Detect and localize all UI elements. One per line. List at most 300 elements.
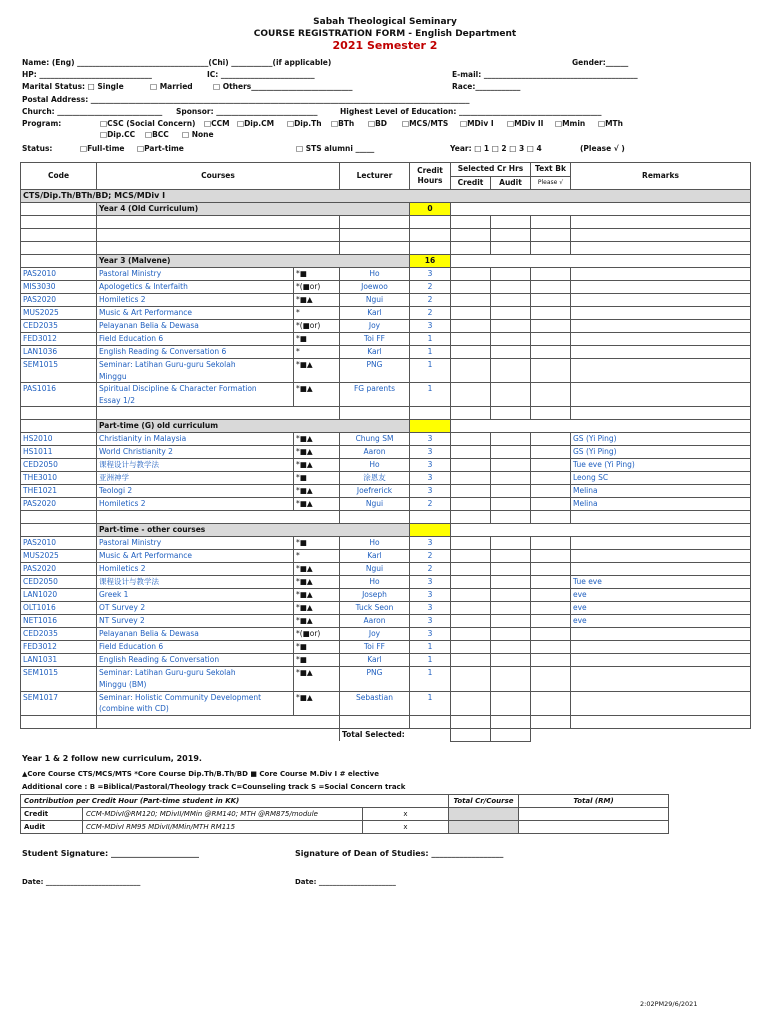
course-name-line1: Music & Art Performance — [99, 308, 193, 317]
course-row — [21, 383, 751, 407]
course-name — [97, 459, 294, 472]
textbook-tick-cell[interactable] — [531, 294, 571, 307]
audit-select-cell[interactable] — [491, 602, 531, 615]
marital-married-checkbox[interactable]: □ Married — [150, 82, 193, 91]
credit-select-cell[interactable] — [451, 498, 491, 511]
audit-select-cell[interactable] — [491, 654, 531, 667]
remarks — [571, 654, 751, 667]
textbook-tick-cell[interactable] — [531, 667, 571, 691]
additional-core-note: Additional core : B =Biblical/Pastoral/Theology track C=Counseling track S =Social Concern track — [22, 783, 406, 791]
textbook-tick-cell[interactable] — [531, 485, 571, 498]
program-dipth-checkbox[interactable]: □Dip.Th — [287, 119, 322, 128]
fee-audit-row — [21, 821, 669, 834]
marital-others-checkbox[interactable]: □ Others___________________________ — [213, 82, 353, 91]
core-mark: *■ — [294, 472, 340, 485]
course-name — [97, 654, 294, 667]
fee-title: Contribution per Credit Hour (Part-time student in KK) — [21, 795, 449, 808]
audit-select-cell[interactable] — [491, 472, 531, 485]
audit-select-cell[interactable] — [491, 446, 531, 459]
selected-header: Selected Cr Hrs — [451, 163, 531, 177]
lecturer: Ho — [340, 537, 410, 550]
core-mark: * — [294, 307, 340, 320]
total-selected-label: Total Selected: — [340, 728, 451, 741]
course-row — [21, 602, 751, 615]
course-name — [97, 333, 294, 346]
credit-hours: 2 — [410, 563, 451, 576]
audit-select-cell[interactable] — [491, 485, 531, 498]
textbook-tick-cell[interactable] — [531, 281, 571, 294]
credit-select-cell[interactable] — [451, 294, 491, 307]
credit-hours: 3 — [410, 268, 451, 281]
course-name — [97, 359, 294, 383]
course-code: PAS1016 — [21, 383, 97, 407]
program-mmin-checkbox[interactable]: □Mmin — [555, 119, 586, 128]
course-row — [21, 589, 751, 602]
audit-select-cell[interactable] — [491, 563, 531, 576]
course-name-line1: Greek 1 — [99, 590, 129, 600]
course-row — [21, 307, 751, 320]
program-ccm-checkbox[interactable]: □CCM — [204, 119, 230, 128]
core-mark: *■▲ — [294, 667, 340, 691]
race-field[interactable]: Race:____________ — [452, 82, 521, 91]
lecturer: Toi FF — [340, 641, 410, 654]
total-audit-cell[interactable] — [491, 728, 531, 741]
credit-select-cell[interactable] — [451, 472, 491, 485]
course-code: THE3010 — [21, 472, 97, 485]
lecturer: Karl — [340, 307, 410, 320]
course-name — [97, 307, 294, 320]
credit-select-cell[interactable] — [451, 589, 491, 602]
core-mark: *■ — [294, 641, 340, 654]
credit-select-cell[interactable] — [451, 628, 491, 641]
program-bth-checkbox[interactable]: □BTh — [331, 119, 355, 128]
core-mark: * — [294, 550, 340, 563]
credit-select-cell[interactable] — [451, 359, 491, 383]
education-field[interactable]: Highest Level of Education: ______________________________________ — [340, 107, 602, 116]
course-name-line1: Homiletics 2 — [99, 499, 146, 509]
lecturer: Ngui — [340, 498, 410, 511]
course-code: MUS2025 — [21, 307, 97, 320]
audit-select-cell[interactable] — [491, 459, 531, 472]
sponsor-field[interactable]: Sponsor: ___________________________ — [176, 107, 318, 116]
textbook-tick-cell[interactable] — [531, 320, 571, 333]
program-title: CTS/Dip.Th/BTh/BD; MCS/MDiv I — [21, 190, 751, 203]
remarks — [571, 268, 751, 281]
textbook-tick-cell[interactable] — [531, 537, 571, 550]
credit-select-cell[interactable] — [451, 615, 491, 628]
status-label: Status: — [22, 144, 53, 153]
please-tick-note: (Please √ ) — [580, 144, 625, 153]
audit-select-cell[interactable] — [491, 691, 531, 715]
course-row — [21, 563, 751, 576]
church-field[interactable]: Church: ____________________________ — [22, 107, 163, 116]
audit-select-cell[interactable] — [491, 628, 531, 641]
course-name-line1: Pelayanan Belia & Dewasa — [99, 321, 199, 330]
remarks: Melina — [571, 485, 751, 498]
course-name — [97, 383, 294, 407]
parttime-other-row-label: Part-time - other courses — [97, 524, 410, 537]
ic-field[interactable]: IC: _________________________ — [207, 70, 315, 79]
textbook-tick-cell[interactable] — [531, 446, 571, 459]
remarks: Leong SC — [571, 472, 751, 485]
lecturer: Ho — [340, 459, 410, 472]
course-name — [97, 563, 294, 576]
hp-field[interactable]: HP: ______________________________ — [22, 70, 152, 79]
address-field[interactable]: Postal Address: _____________________________________________________________________________________________________ — [22, 95, 470, 104]
course-name — [97, 691, 294, 715]
program-mcs-checkbox[interactable]: □MCS/MTS — [402, 119, 449, 128]
audit-select-cell[interactable] — [491, 294, 531, 307]
course-row — [21, 433, 751, 446]
alumni-checkbox[interactable]: □ STS alumni _____ — [296, 144, 375, 153]
remarks — [571, 628, 751, 641]
core-mark: *■▲ — [294, 615, 340, 628]
credit-hours: 1 — [410, 383, 451, 407]
dean-date-field[interactable]: Date: ______________________ — [295, 878, 396, 886]
lecturer: Karl — [340, 550, 410, 563]
program-none-checkbox[interactable]: □ None — [182, 130, 214, 139]
textbook-tick-cell[interactable] — [531, 472, 571, 485]
course-name-line1: Music & Art Performance — [99, 551, 193, 561]
course-name-line2: (combine with CD) — [99, 704, 169, 714]
course-name-line1: Homiletics 2 — [99, 564, 146, 574]
fee-audit-total-cr[interactable] — [449, 821, 519, 834]
lecturer: Karl — [340, 654, 410, 667]
lecturer: Ngui — [340, 563, 410, 576]
fee-audit-text: CCM-MDivI RM95 MDivII/MMin/MTH RM115 — [83, 821, 363, 834]
textbook-tick-cell[interactable] — [531, 307, 571, 320]
course-name-line1: Seminar: Latihan Guru-guru Sekolah — [99, 360, 236, 369]
year3-total: 16 — [410, 255, 451, 268]
credit-hours: 3 — [410, 320, 451, 333]
course-row — [21, 537, 751, 550]
course-name-line1: Field Education 6 — [99, 334, 164, 343]
email-field[interactable]: E-mail: _________________________________________ — [452, 70, 638, 79]
course-code: OLT1016 — [21, 602, 97, 615]
dean-signature-field[interactable]: Signature of Dean of Studies: __________________ — [295, 849, 504, 858]
fee-credit-total-rm[interactable] — [519, 808, 669, 821]
textbook-tick-cell[interactable] — [531, 691, 571, 715]
course-row — [21, 294, 751, 307]
textbook-tick-cell[interactable] — [531, 346, 571, 359]
fee-credit-label: Credit — [21, 808, 83, 821]
textbook-tick-cell[interactable] — [531, 628, 571, 641]
remarks — [571, 667, 751, 691]
curriculum-note: Year 1 & 2 follow new curriculum, 2019. — [22, 754, 202, 763]
credit-hours: 1 — [410, 359, 451, 383]
credit-hours: 3 — [410, 589, 451, 602]
course-code: PAS2020 — [21, 294, 97, 307]
core-mark: *■▲ — [294, 691, 340, 715]
program-mdiv1-checkbox[interactable]: □MDiv I — [460, 119, 494, 128]
course-row — [21, 641, 751, 654]
course-name — [97, 498, 294, 511]
lecturer: Joseph — [340, 589, 410, 602]
credit-select-cell[interactable] — [451, 602, 491, 615]
credit-select-cell[interactable] — [451, 563, 491, 576]
parttime-g-row-label: Part-time (G) old curriculum — [97, 420, 410, 433]
remarks — [571, 550, 751, 563]
audit-select-cell[interactable] — [491, 641, 531, 654]
credit-select-cell[interactable] — [451, 333, 491, 346]
course-name-line1: Seminar: Holistic Community Development — [99, 692, 262, 702]
lecturer: Tuck Seon — [340, 602, 410, 615]
credit-hours: 3 — [410, 433, 451, 446]
textbook-tick-cell[interactable] — [531, 576, 571, 589]
credit-hours: 3 — [410, 446, 451, 459]
credit-hours: 1 — [410, 641, 451, 654]
program-bcc-checkbox[interactable]: □BCC — [145, 130, 169, 139]
credit-select-cell[interactable] — [451, 383, 491, 407]
textbook-tick-cell[interactable] — [531, 268, 571, 281]
remarks — [571, 359, 751, 383]
form-title: COURSE REGISTRATION FORM - English Department — [253, 29, 517, 39]
textbook-tick-cell[interactable] — [531, 602, 571, 615]
course-code: SEM1017 — [21, 691, 97, 715]
course-name-line1: Apologetics & Interfaith — [99, 282, 188, 291]
course-name — [97, 537, 294, 550]
fee-credit-total-cr[interactable] — [449, 808, 519, 821]
credit-select-cell[interactable] — [451, 691, 491, 715]
credit-hours: 2 — [410, 550, 451, 563]
remarks: Tue eve (Yi Ping) — [571, 459, 751, 472]
year4-total: 0 — [410, 203, 451, 216]
core-mark: *(■or) — [294, 281, 340, 294]
credit-select-cell[interactable] — [451, 550, 491, 563]
audit-select-cell[interactable] — [491, 537, 531, 550]
year4-label: Year 4 (Old Curriculum) — [97, 203, 410, 216]
course-code: NET1016 — [21, 615, 97, 628]
audit-select-cell[interactable] — [491, 576, 531, 589]
textbook-tick-cell[interactable] — [531, 359, 571, 383]
parttime-g-row — [21, 420, 751, 433]
core-mark: *■▲ — [294, 433, 340, 446]
audit-select-cell[interactable] — [491, 359, 531, 383]
core-mark: *■▲ — [294, 446, 340, 459]
course-code: PAS2010 — [21, 537, 97, 550]
fee-credit-row — [21, 808, 669, 821]
student-signature-field[interactable]: Student Signature: ______________________ — [22, 849, 199, 858]
course-name — [97, 294, 294, 307]
textbook-tick-cell[interactable] — [531, 563, 571, 576]
credit-select-cell[interactable] — [451, 667, 491, 691]
core-mark: *■▲ — [294, 485, 340, 498]
course-name-line1: Seminar: Latihan Guru-guru Sekolah — [99, 668, 236, 678]
course-name-line1: 课程设计与教学法 — [99, 460, 159, 470]
course-code: CED2050 — [21, 459, 97, 472]
course-name — [97, 550, 294, 563]
course-row — [21, 615, 751, 628]
program-title-row — [21, 190, 751, 203]
credit-select-cell[interactable] — [451, 307, 491, 320]
textbook-tick-cell[interactable] — [531, 654, 571, 667]
program-mth-checkbox[interactable]: □MTh — [598, 119, 624, 128]
blank-row — [21, 242, 751, 255]
lecturer: Joy — [340, 628, 410, 641]
course-name — [97, 628, 294, 641]
year-checkboxes[interactable]: Year: □ 1 □ 2 □ 3 □ 4 — [450, 144, 542, 153]
course-name-line1: Christianity in Malaysia — [99, 434, 187, 444]
course-name — [97, 641, 294, 654]
audit-select-cell[interactable] — [491, 615, 531, 628]
credit-hours: 1 — [410, 691, 451, 715]
program-bd-checkbox[interactable]: □BD — [368, 119, 388, 128]
marital-single-checkbox[interactable]: Marital Status: □ Single — [22, 82, 124, 91]
form-header — [0, 16, 770, 52]
course-row — [21, 281, 751, 294]
core-mark: *■▲ — [294, 383, 340, 407]
textbook-tick-cell[interactable] — [531, 641, 571, 654]
course-name-line1: Homiletics 2 — [99, 295, 146, 304]
course-name — [97, 615, 294, 628]
year3-row — [21, 255, 751, 268]
audit-select-cell[interactable] — [491, 307, 531, 320]
course-code: CED2035 — [21, 628, 97, 641]
name-field[interactable]: Name: (Eng) ___________________________________(Chi) ___________(if applicable) — [22, 58, 332, 67]
course-name — [97, 589, 294, 602]
credit-select-cell[interactable] — [451, 654, 491, 667]
course-name — [97, 602, 294, 615]
year4-row — [21, 203, 751, 216]
credit-select-cell[interactable] — [451, 459, 491, 472]
course-code: PAS2010 — [21, 268, 97, 281]
status-fulltime-checkbox[interactable]: □Full-time — [80, 144, 125, 153]
course-row — [21, 691, 751, 715]
course-row — [21, 333, 751, 346]
audit-select-cell[interactable] — [491, 320, 531, 333]
credit-select-cell[interactable] — [451, 320, 491, 333]
core-mark: *■▲ — [294, 359, 340, 383]
textbook-tick-cell[interactable] — [531, 459, 571, 472]
course-name-line1: Teologi 2 — [99, 486, 133, 496]
credit-select-cell[interactable] — [451, 576, 491, 589]
fee-audit-total-rm[interactable] — [519, 821, 669, 834]
credit-select-cell[interactable] — [451, 485, 491, 498]
program-dipcc-checkbox[interactable]: □Dip.CC — [100, 130, 136, 139]
course-name — [97, 667, 294, 691]
fee-credit-text: CCM-MDivI@RM120; MDivII/MMin @RM140; MTH @RM875/module — [83, 808, 363, 821]
credit-hours: 3 — [410, 459, 451, 472]
total-credit-cell[interactable] — [451, 728, 491, 741]
core-mark: * — [294, 346, 340, 359]
credit-select-cell[interactable] — [451, 446, 491, 459]
credit-select-cell[interactable] — [451, 268, 491, 281]
credit-select-cell[interactable] — [451, 433, 491, 446]
credit-hours: 1 — [410, 654, 451, 667]
textbook-tick-cell[interactable] — [531, 333, 571, 346]
credit-hours: 1 — [410, 346, 451, 359]
lecturer: Sebastian — [340, 691, 410, 715]
remarks — [571, 320, 751, 333]
audit-select-cell[interactable] — [491, 383, 531, 407]
course-code: SEM1015 — [21, 667, 97, 691]
credit-hours: 2 — [410, 281, 451, 294]
year3-label: Year 3 (Malvene) — [97, 255, 410, 268]
course-name — [97, 576, 294, 589]
audit-select-cell[interactable] — [491, 268, 531, 281]
fee-table — [20, 794, 669, 834]
remarks — [571, 641, 751, 654]
textbook-tick-cell[interactable] — [531, 615, 571, 628]
status-parttime-checkbox[interactable]: □Part-time — [137, 144, 184, 153]
course-row — [21, 320, 751, 333]
credit-select-cell[interactable] — [451, 641, 491, 654]
textbook-tick-cell[interactable] — [531, 589, 571, 602]
program-mdiv2-checkbox[interactable]: □MDiv II — [507, 119, 544, 128]
credit-hours: 3 — [410, 485, 451, 498]
remarks: GS (Yi Ping) — [571, 446, 751, 459]
core-mark: *■▲ — [294, 294, 340, 307]
lecturer: Ho — [340, 576, 410, 589]
course-row — [21, 346, 751, 359]
parttime-other-row-total — [410, 524, 451, 537]
course-name-line1: 课程设计与教学法 — [99, 577, 159, 587]
course-code: LAN1036 — [21, 346, 97, 359]
course-row — [21, 472, 751, 485]
credit-select-cell[interactable] — [451, 281, 491, 294]
fee-credit-x: x — [363, 808, 449, 821]
core-mark: *■▲ — [294, 602, 340, 615]
lecturer: Ngui — [340, 294, 410, 307]
textbook-tick-cell[interactable] — [531, 498, 571, 511]
core-mark: *■▲ — [294, 576, 340, 589]
credit-select-cell[interactable] — [451, 346, 491, 359]
audit-select-cell[interactable] — [491, 667, 531, 691]
student-date-field[interactable]: Date: ___________________________ — [22, 878, 141, 886]
textbook-tick-cell[interactable] — [531, 433, 571, 446]
audit-select-cell[interactable] — [491, 433, 531, 446]
course-name-line1: English Reading & Conversation 6 — [99, 347, 227, 356]
remarks — [571, 563, 751, 576]
gender-field[interactable]: Gender:______ — [572, 58, 629, 67]
core-mark: *■▲ — [294, 498, 340, 511]
audit-select-cell[interactable] — [491, 281, 531, 294]
audit-select-cell[interactable] — [491, 550, 531, 563]
course-table — [20, 162, 751, 742]
audit-select-cell[interactable] — [491, 333, 531, 346]
course-name-line2: Essay 1/2 — [99, 395, 136, 405]
course-name-line1: Spiritual Discipline & Character Formation — [99, 384, 257, 394]
course-code: FED3012 — [21, 641, 97, 654]
program-dipcm-checkbox[interactable]: □Dip.CM — [237, 119, 275, 128]
total-cr-header: Total Cr/Course — [449, 795, 519, 808]
blank-row — [21, 229, 751, 242]
lecturer: Joefrerick — [340, 485, 410, 498]
credit-select-cell[interactable] — [451, 537, 491, 550]
total-selected-row — [21, 728, 751, 741]
course-name — [97, 472, 294, 485]
remarks: eve — [571, 615, 751, 628]
lecturer: PNG — [340, 359, 410, 383]
course-row — [21, 576, 751, 589]
audit-select-cell[interactable] — [491, 498, 531, 511]
remarks: Melina — [571, 498, 751, 511]
course-name-line1: Field Education 6 — [99, 642, 164, 652]
remarks — [571, 537, 751, 550]
textbook-tick-cell[interactable] — [531, 383, 571, 407]
course-code: PAS2020 — [21, 563, 97, 576]
course-code: MIS3030 — [21, 281, 97, 294]
audit-select-cell[interactable] — [491, 346, 531, 359]
course-code: LAN1031 — [21, 654, 97, 667]
program-csc-checkbox[interactable]: □CSC (Social Concern) — [100, 119, 196, 128]
course-code: CED2050 — [21, 576, 97, 589]
textbook-tick-cell[interactable] — [531, 550, 571, 563]
audit-subheader: Audit — [491, 176, 531, 190]
fee-header-row — [21, 795, 669, 808]
course-name — [97, 320, 294, 333]
audit-select-cell[interactable] — [491, 589, 531, 602]
